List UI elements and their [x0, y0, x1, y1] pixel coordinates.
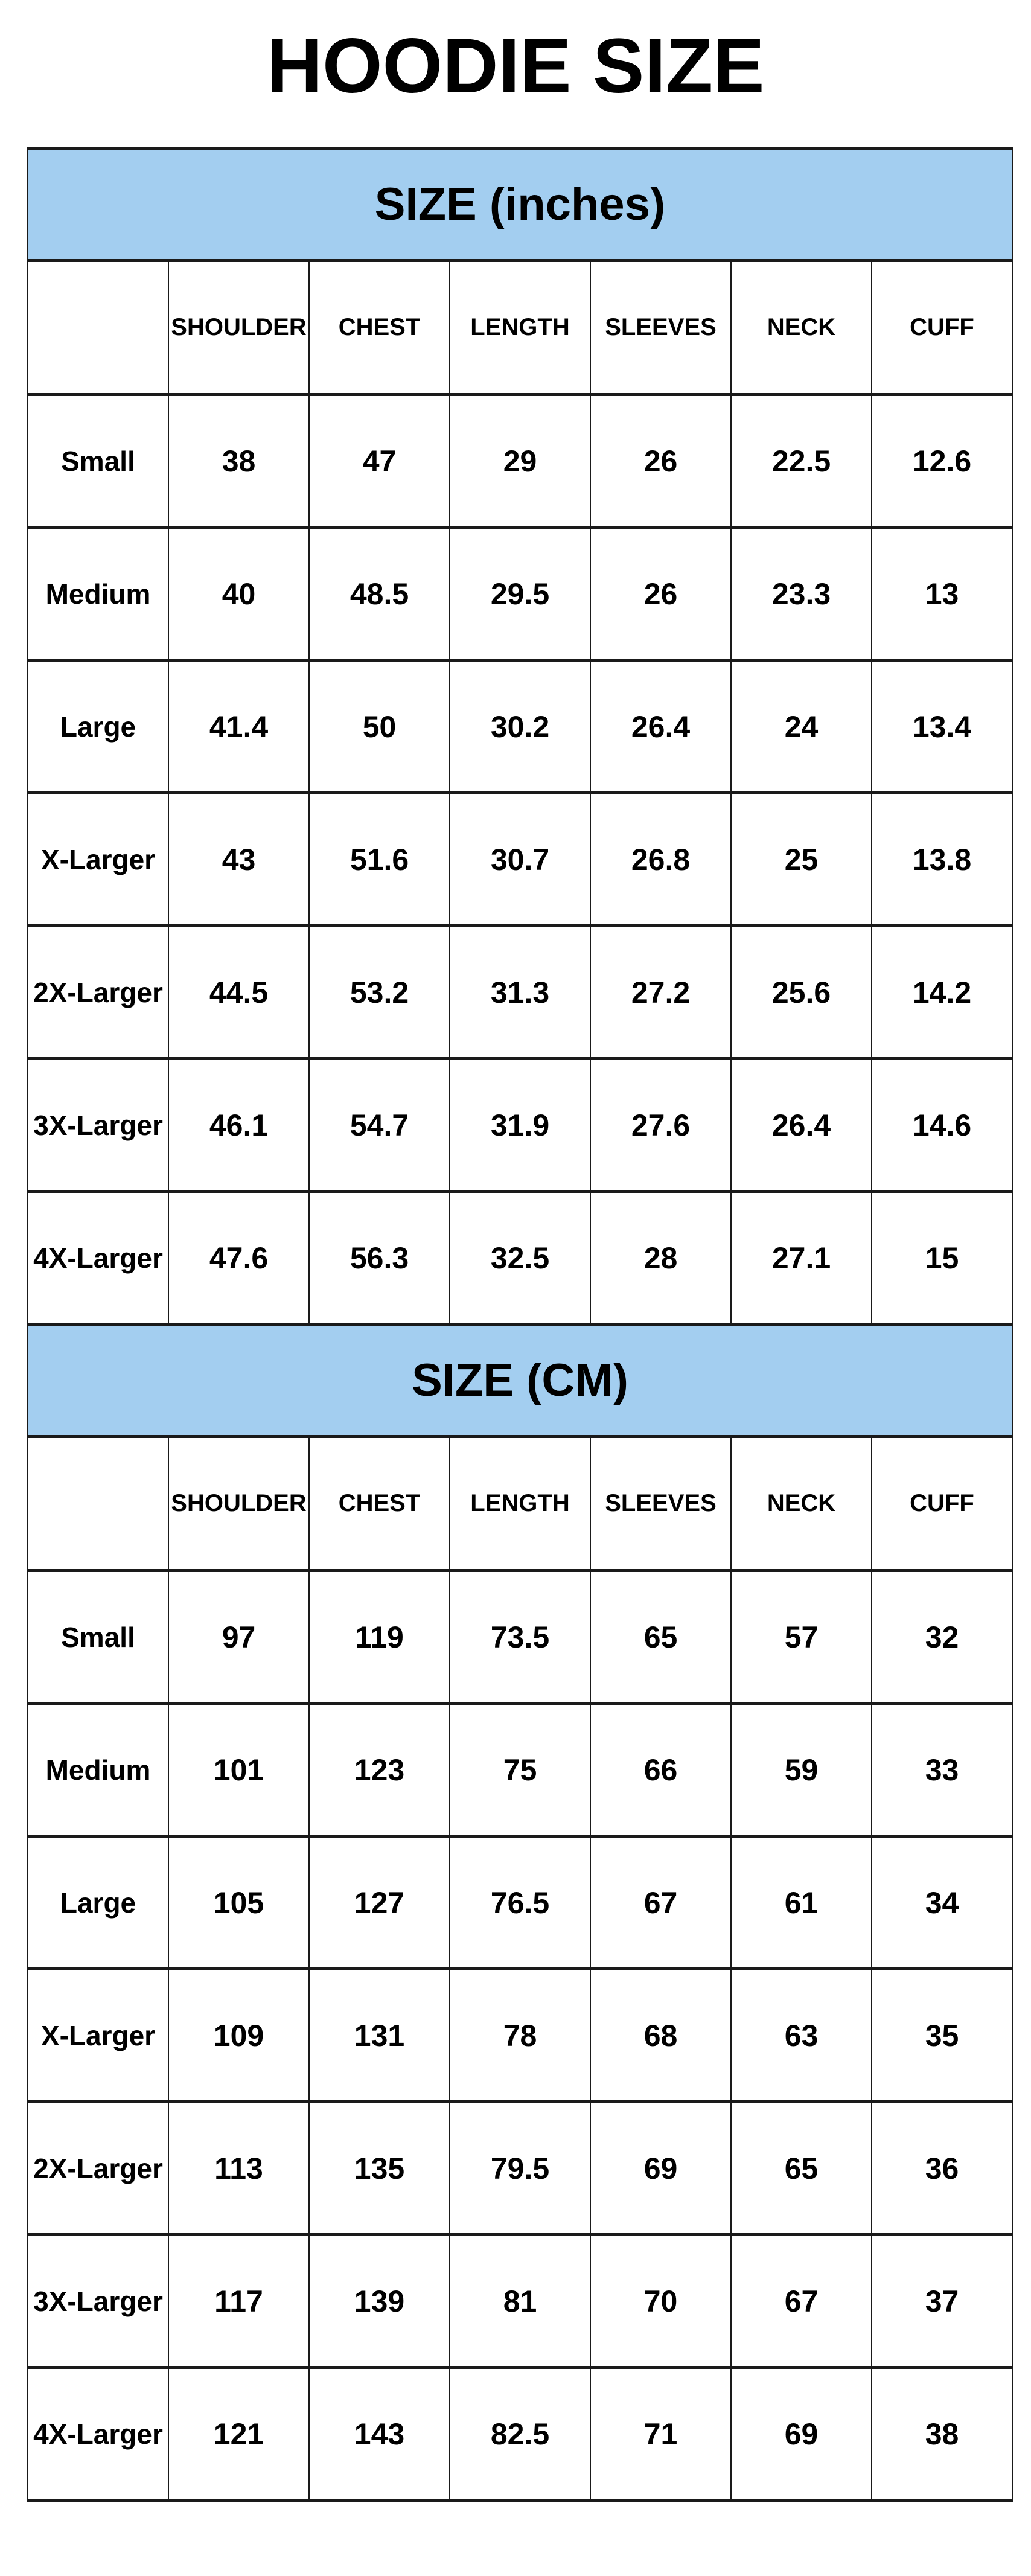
column-header-cuff: CUFF: [872, 1437, 1012, 1571]
value-cell: 44.5: [168, 926, 309, 1059]
value-cell: 70: [590, 2235, 731, 2368]
value-cell: 113: [168, 2102, 309, 2235]
table-row-3xlarger-cm: [28, 2235, 1012, 2368]
hoodie-size-table: [27, 147, 1013, 2502]
value-cell: 29: [450, 395, 590, 528]
value-cell: 97: [168, 1571, 309, 1704]
value-cell: 117: [168, 2235, 309, 2368]
row-label: 2X-Larger: [28, 926, 168, 1059]
value-cell: 61: [731, 1836, 872, 1969]
row-label: Medium: [28, 1704, 168, 1836]
value-cell: 26: [590, 395, 731, 528]
value-cell: 71: [590, 2368, 731, 2501]
row-label: 4X-Larger: [28, 2368, 168, 2501]
page-title: HOODIE SIZE: [266, 23, 765, 109]
row-label: Large: [28, 1836, 168, 1969]
table-row-small-cm: [28, 1571, 1012, 1704]
column-header-length: LENGTH: [450, 1437, 590, 1571]
value-cell: 57: [731, 1571, 872, 1704]
row-label: Large: [28, 660, 168, 793]
value-cell: 13.4: [872, 660, 1012, 793]
value-cell: 26.8: [590, 793, 731, 926]
value-cell: 25: [731, 793, 872, 926]
value-cell: 135: [309, 2102, 450, 2235]
value-cell: 30.7: [450, 793, 590, 926]
corner-cell: [28, 261, 168, 395]
value-cell: 109: [168, 1969, 309, 2102]
value-cell: 23.3: [731, 528, 872, 660]
value-cell: 54.7: [309, 1059, 450, 1192]
value-cell: 123: [309, 1704, 450, 1836]
value-cell: 13.8: [872, 793, 1012, 926]
value-cell: 15: [872, 1192, 1012, 1325]
value-cell: 31.3: [450, 926, 590, 1059]
value-cell: 27.1: [731, 1192, 872, 1325]
cm-header-row: [28, 1437, 1012, 1571]
value-cell: 127: [309, 1836, 450, 1969]
value-cell: 30.2: [450, 660, 590, 793]
value-cell: 47.6: [168, 1192, 309, 1325]
row-label: 2X-Larger: [28, 2102, 168, 2235]
row-label: X-Larger: [28, 1969, 168, 2102]
value-cell: 37: [872, 2235, 1012, 2368]
value-cell: 121: [168, 2368, 309, 2501]
column-header-neck: NECK: [731, 261, 872, 395]
value-cell: 119: [309, 1571, 450, 1704]
column-header-chest: CHEST: [309, 261, 450, 395]
value-cell: 27.2: [590, 926, 731, 1059]
row-label: Medium: [28, 528, 168, 660]
value-cell: 139: [309, 2235, 450, 2368]
value-cell: 73.5: [450, 1571, 590, 1704]
value-cell: 14.2: [872, 926, 1012, 1059]
value-cell: 50: [309, 660, 450, 793]
row-label: Small: [28, 1571, 168, 1704]
value-cell: 59: [731, 1704, 872, 1836]
table-row-medium-cm: [28, 1704, 1012, 1836]
value-cell: 79.5: [450, 2102, 590, 2235]
value-cell: 43: [168, 793, 309, 926]
column-header-chest: CHEST: [309, 1437, 450, 1571]
value-cell: 67: [731, 2235, 872, 2368]
value-cell: 105: [168, 1836, 309, 1969]
cm-section-band: [28, 1325, 1012, 1437]
value-cell: 12.6: [872, 395, 1012, 528]
value-cell: 63: [731, 1969, 872, 2102]
table-row-2xlarger-inches: [28, 926, 1012, 1059]
column-header-shoulder: SHOULDER: [168, 261, 309, 395]
row-label: X-Larger: [28, 793, 168, 926]
column-header-length: LENGTH: [450, 261, 590, 395]
value-cell: 13: [872, 528, 1012, 660]
value-cell: 25.6: [731, 926, 872, 1059]
value-cell: 26: [590, 528, 731, 660]
value-cell: 31.9: [450, 1059, 590, 1192]
table-row-2xlarger-cm: [28, 2102, 1012, 2235]
value-cell: 38: [168, 395, 309, 528]
value-cell: 68: [590, 1969, 731, 2102]
value-cell: 35: [872, 1969, 1012, 2102]
value-cell: 82.5: [450, 2368, 590, 2501]
value-cell: 69: [590, 2102, 731, 2235]
column-header-sleeves: SLEEVES: [590, 1437, 731, 1571]
table-row-large-cm: [28, 1836, 1012, 1969]
inches-section-band: [28, 149, 1012, 261]
column-header-cuff: CUFF: [872, 261, 1012, 395]
value-cell: 47: [309, 395, 450, 528]
value-cell: 22.5: [731, 395, 872, 528]
value-cell: 143: [309, 2368, 450, 2501]
table-row-3xlarger-inches: [28, 1059, 1012, 1192]
row-label: Small: [28, 395, 168, 528]
value-cell: 131: [309, 1969, 450, 2102]
table-row-xlarger-inches: [28, 793, 1012, 926]
cm-section-title: SIZE (CM): [28, 1325, 1012, 1437]
value-cell: 46.1: [168, 1059, 309, 1192]
table-row-small-inches: [28, 395, 1012, 528]
value-cell: 66: [590, 1704, 731, 1836]
table-row-4xlarger-cm: [28, 2368, 1012, 2501]
column-header-neck: NECK: [731, 1437, 872, 1571]
value-cell: 76.5: [450, 1836, 590, 1969]
value-cell: 34: [872, 1836, 1012, 1969]
value-cell: 53.2: [309, 926, 450, 1059]
value-cell: 51.6: [309, 793, 450, 926]
value-cell: 26.4: [731, 1059, 872, 1192]
value-cell: 75: [450, 1704, 590, 1836]
row-label: 4X-Larger: [28, 1192, 168, 1325]
value-cell: 32.5: [450, 1192, 590, 1325]
value-cell: 38: [872, 2368, 1012, 2501]
table-row-xlarger-cm: [28, 1969, 1012, 2102]
column-header-shoulder: SHOULDER: [168, 1437, 309, 1571]
value-cell: 56.3: [309, 1192, 450, 1325]
value-cell: 48.5: [309, 528, 450, 660]
value-cell: 24: [731, 660, 872, 793]
table-row-4xlarger-inches: [28, 1192, 1012, 1325]
value-cell: 26.4: [590, 660, 731, 793]
value-cell: 81: [450, 2235, 590, 2368]
value-cell: 14.6: [872, 1059, 1012, 1192]
column-header-sleeves: SLEEVES: [590, 261, 731, 395]
value-cell: 78: [450, 1969, 590, 2102]
value-cell: 65: [590, 1571, 731, 1704]
table-row-medium-inches: [28, 528, 1012, 660]
value-cell: 67: [590, 1836, 731, 1969]
value-cell: 33: [872, 1704, 1012, 1836]
corner-cell: [28, 1437, 168, 1571]
value-cell: 32: [872, 1571, 1012, 1704]
value-cell: 29.5: [450, 528, 590, 660]
value-cell: 40: [168, 528, 309, 660]
inches-section-title: SIZE (inches): [28, 149, 1012, 261]
row-label: 3X-Larger: [28, 1059, 168, 1192]
value-cell: 27.6: [590, 1059, 731, 1192]
row-label: 3X-Larger: [28, 2235, 168, 2368]
value-cell: 69: [731, 2368, 872, 2501]
value-cell: 41.4: [168, 660, 309, 793]
value-cell: 101: [168, 1704, 309, 1836]
value-cell: 36: [872, 2102, 1012, 2235]
value-cell: 28: [590, 1192, 731, 1325]
value-cell: 65: [731, 2102, 872, 2235]
table-row-large-inches: [28, 660, 1012, 793]
inches-header-row: [28, 261, 1012, 395]
